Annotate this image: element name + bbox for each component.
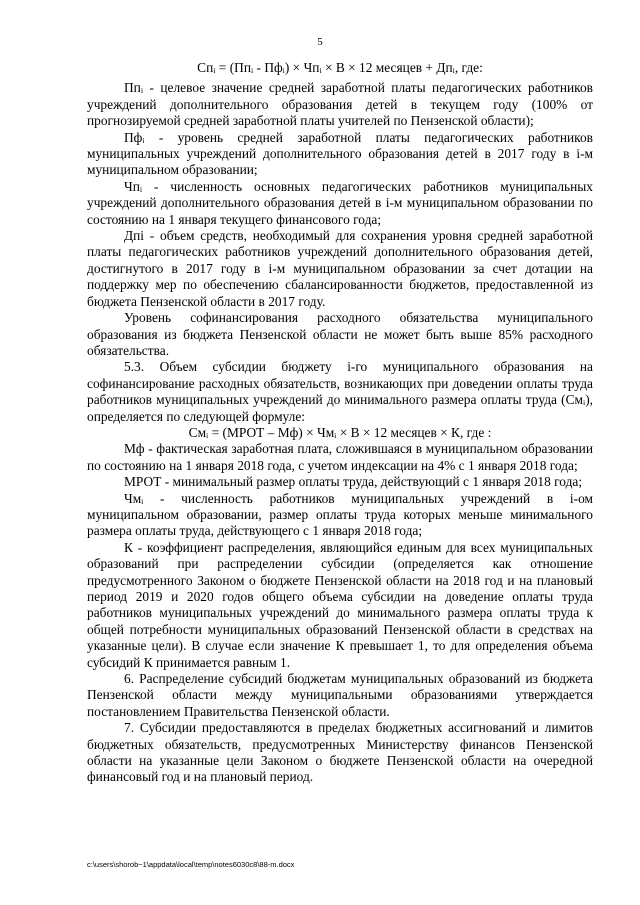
paragraph-ppi: Ппᵢ - целевое значение средней заработной платы педагогических работников учреждений дополнительного образования детей в текущем году (100% от прогнозируемой средней заработной платы учителей по Пензенской области);	[87, 80, 593, 129]
paragraph-dpi: Дпi - объем средств, необходимый для сохранения уровня средней заработной платы педагогических работников учреждений дополнительного образования детей, достигнутого в 2017 году в i-м муниципальном образовании за счет дотации на поддержку мер по обеспечению сбалансированности бюджетов, предоставленной из бюджета Пензенской области в 2017 году.	[87, 228, 593, 309]
document-body	[87, 60, 593, 786]
paragraph-chmi: Чмᵢ - численность работников муниципальных учреждений в i-ом муниципальном образовании, размер оплаты труда которых меньше минимального размера оплаты труда, действующего с 1 января 2018 года;	[87, 490, 593, 539]
paragraph-chpi: Чпᵢ - численность основных педагогических работников муниципальных учреждений дополнительного образования детей в i-м муниципальном образовании по состоянию на 1 января текущего финансового года;	[87, 178, 593, 227]
paragraph-5-3: 5.3. Объем субсидии бюджету i-го муниципального образования на софинансирование расходных обязательств, возникающих при доведении оплаты труда работников муниципальных учреждений до минимального размера оплаты труда (Смᵢ), определяется по следующей формуле:	[87, 359, 593, 424]
paragraph-mrot: МРОТ - минимальный размер оплаты труда, действующий с 1 января 2018 года;	[124, 474, 583, 490]
paragraph-k: К - коэффициент распределения, являющийся единым для всех муниципальных образований при распределении субсидии (определяется как отношение предусмотренного Законом о бюджете Пензенской области на 2018 год и на плановый период 2019 и 2020 годов общего объема субсидии на доведение оплаты труда работников муниципальных учреждений до минимального размера оплаты труда к общей потребности муниципальных образований Пензенской области в средствах на указанные цели). В случае если значение К превышает 1, то для определения объема субсидий К принимается равным 1.	[87, 539, 593, 670]
paragraph-6: 6. Распределение субсидий бюджетам муниципальных образований из бюджета Пензенской области между муниципальными образованиями утверждается постановлением Правительства Пензенской области.	[87, 671, 593, 719]
paragraph-mf: Мф - фактическая заработная плата, сложившаяся в муниципальном образовании по состоянию на 1 января 2018 года, с учетом индексации на 4% с 1 января 2018 года;	[87, 441, 593, 473]
formula-sm: Смᵢ = (МРОТ – Мф) × Чмᵢ × В × 12 месяцев × К, где :	[188, 424, 492, 440]
paragraph-pfi: Пфᵢ - уровень средней заработной платы педагогических работников муниципальных учреждений дополнительного образования детей в 2017 году в i-м муниципальном образовании;	[87, 129, 593, 178]
page-number: 5	[317, 36, 323, 48]
paragraph-cofinancing-level: Уровень софинансирования расходного обязательства муниципального образования из бюджета Пензенской области не может быть выше 85% расходного обязательства.	[87, 310, 593, 358]
formula-sp: Спᵢ = (Ппᵢ - Пфᵢ) × Чпᵢ × В × 12 месяцев + Дпᵢ, где:	[197, 60, 483, 75]
paragraph-7: 7. Субсидии предоставляются в пределах бюджетных ассигнований и лимитов бюджетных обязательств, предусмотренных Министерству финансов Пензенской области на указанные цели Законом о бюджете Пензенской области на очередной финансовый год и на плановый период.	[87, 720, 593, 785]
footer-file-path: c:\users\shorob~1\appdata\local\temp\notes6030c8\88-m.docx	[87, 860, 295, 869]
